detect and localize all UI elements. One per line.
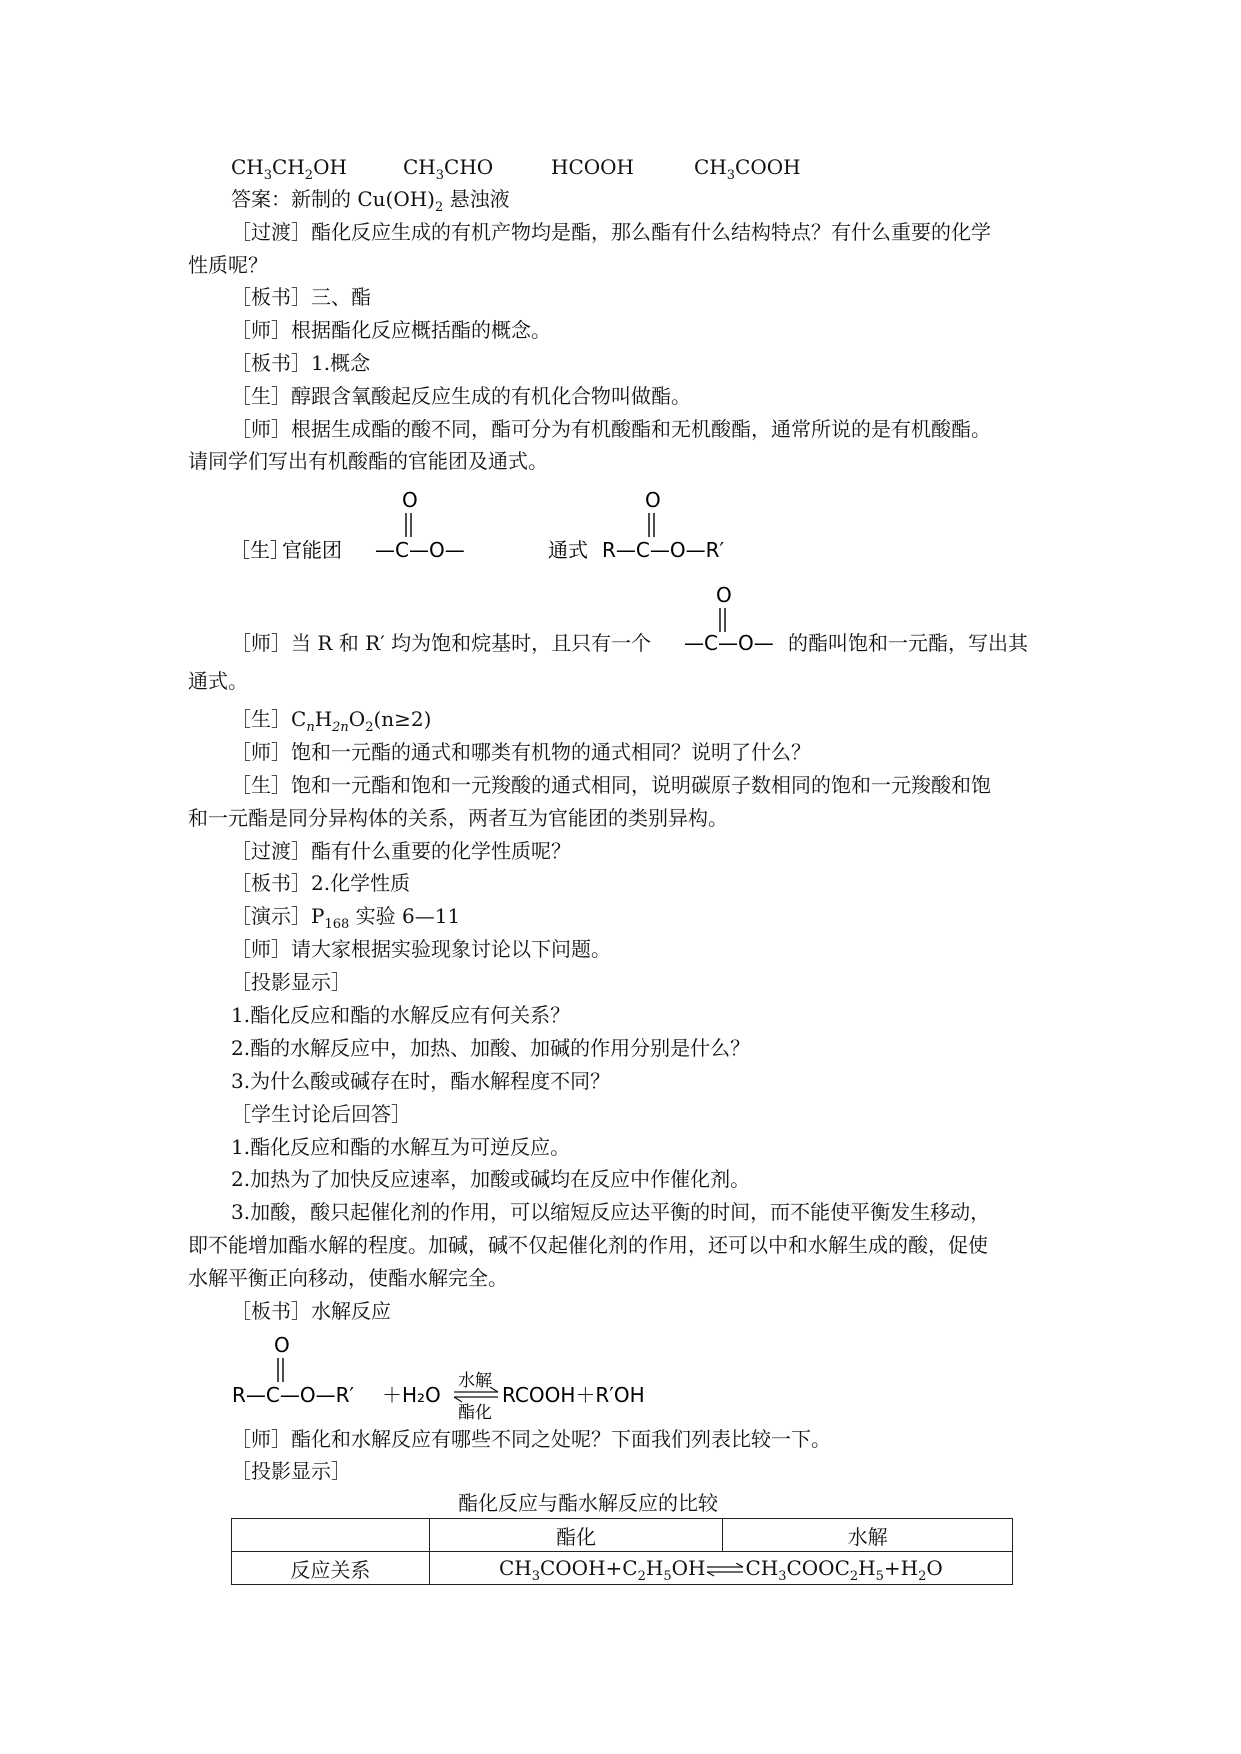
projection-2: ［投影显示］: [231, 1459, 351, 1483]
oxygen-top-3: O: [716, 583, 732, 607]
board-4: ［板书］水解反应: [231, 1299, 391, 1323]
answer-1: 1.酯化反应和酯的水解互为可逆反应。: [231, 1135, 571, 1159]
answer-3: 3.加酸，酸只起催化剂的作用，可以缩短反应达平衡的时间，而不能使平衡发生移动，: [231, 1200, 991, 1224]
ester-lhs: R—C—O—R′: [232, 1383, 355, 1407]
question-3: 3.为什么酸或碱存在时，酯水解程度不同？: [231, 1069, 611, 1093]
row-label-relation: 反应关系: [232, 1552, 430, 1585]
teacher-3: ［师］当 R 和 R′ 均为饱和烷基时，且只有一个: [231, 631, 652, 655]
label-functional-group: 官能团: [282, 538, 342, 562]
general-formula: R—C—O—R′: [602, 538, 725, 562]
question-1: 1.酯化反应和酯的水解反应有何关系？: [231, 1003, 571, 1027]
transition-1: ［过渡］酯化反应生成的有机产物均是酯，那么酯有什么结构特点？有什么重要的化学: [231, 220, 991, 244]
transition-2: ［过渡］酯有什么重要的化学性质呢？: [231, 839, 571, 863]
oxygen-top-2: O: [645, 488, 661, 512]
inline-ester-formula: —C—O—: [684, 631, 774, 655]
plus-water: ＋H₂O: [382, 1383, 441, 1407]
label-general-formula: 通式: [548, 538, 588, 562]
teacher-5: ［师］请大家根据实验现象讨论以下问题。: [231, 937, 611, 961]
teacher-2-cont: 请同学们写出有机酸酯的官能团及通式。: [188, 449, 548, 473]
structure-functional-group-general: [230, 485, 1030, 575]
student-tag-struct: ［生］: [230, 538, 290, 562]
condition-top: 水解: [458, 1371, 492, 1391]
products-rhs: RCOOH＋R′OH: [502, 1383, 645, 1407]
table-header-empty: [232, 1519, 430, 1552]
table-header-row: [232, 1519, 1013, 1552]
teacher-3-b: 的酯叫饱和一元酯，写出其: [788, 631, 1028, 655]
formula-acetaldehyde: $CH_3CHO$: [403, 155, 494, 183]
formula-ethanol: $CH_3CH_2OH$: [231, 155, 347, 183]
answer-line: 答案：新制的 $Cu(OH)_2$ 悬浊液: [231, 187, 510, 215]
student-1: ［生］醇跟含氧酸起反应生成的有机化合物叫做酯。: [231, 384, 691, 408]
teacher-2: ［师］根据生成酯的酸不同，酯可分为有机酸酯和无机酸酯，通常所说的是有机酸酯。: [231, 417, 991, 441]
question-2: 2.酯的水解反应中，加热、加酸、加碱的作用分别是什么？: [231, 1036, 751, 1060]
condition-bottom: 酯化: [458, 1403, 492, 1423]
board-1: ［板书］三、酯: [231, 285, 371, 309]
transition-1-cont: 性质呢？: [188, 253, 268, 277]
equilibrium-arrow-bottom-head: [454, 1397, 462, 1402]
hydrolysis-equation: [232, 1330, 792, 1425]
answer-2: 2.加热为了加快反应速率，加酸或碱均在反应中作催化剂。: [231, 1167, 751, 1191]
table-row: [232, 1552, 1013, 1585]
student-3-cont: 和一元酯是同分异构体的关系，两者互为官能团的类别异构。: [188, 806, 728, 830]
student-3: ［生］饱和一元酯和饱和一元羧酸的通式相同，说明碳原子数相同的饱和一元羧酸和饱: [231, 773, 991, 797]
formula-acetic-acid: $CH_3COOH$: [694, 155, 801, 183]
student-discussion: ［学生讨论后回答］: [231, 1102, 411, 1126]
teacher-4: ［师］饱和一元酯的通式和哪类有机物的通式相同？说明了什么？: [231, 740, 811, 764]
functional-group-formula: —C—O—: [375, 538, 465, 562]
teacher-1: ［师］根据酯化反应概括酯的概念。: [231, 318, 551, 342]
inline-ester-group: [676, 580, 796, 660]
comparison-table: [231, 1518, 1013, 1585]
answer-3-l2: 即不能增加酯水解的程度。加碱，碱不仅起催化剂的作用，还可以中和水解生成的酸，促使: [188, 1233, 988, 1257]
table-caption: 酯化反应与酯水解反应的比较: [458, 1491, 718, 1515]
student-2: ［生$]C_nH_{2n}O_2(n\ge 2)$: [231, 707, 432, 735]
oxygen-top-4: O: [274, 1333, 290, 1357]
table-header-hydrolysis: 水解: [723, 1519, 1013, 1552]
table-header-esterification: 酯化: [429, 1519, 723, 1552]
formula-formic-acid: HCOOH: [551, 155, 634, 179]
demo: ［演示$]P_{168}$ 实验 6—11: [231, 904, 461, 932]
reaction-equation-cell: $CH_3COOH+C_2H_5OH$ $CH_3COOC_2H_5+H_2O$: [429, 1552, 1012, 1585]
oxygen-top-1: O: [402, 488, 418, 512]
teacher-6: ［师］酯化和水解反应有哪些不同之处呢？下面我们列表比较一下。: [231, 1427, 831, 1451]
teacher-3-cont: 通式。: [188, 669, 248, 693]
answer-3-l3: 水解平衡正向移动，使酯水解完全。: [188, 1266, 508, 1290]
board-3: ［板书］2.化学性质: [231, 871, 411, 895]
projection-1: ［投影显示］: [231, 970, 351, 994]
board-2: ［板书］1.概念: [231, 351, 371, 375]
reversible-arrow: [705, 1563, 745, 1577]
